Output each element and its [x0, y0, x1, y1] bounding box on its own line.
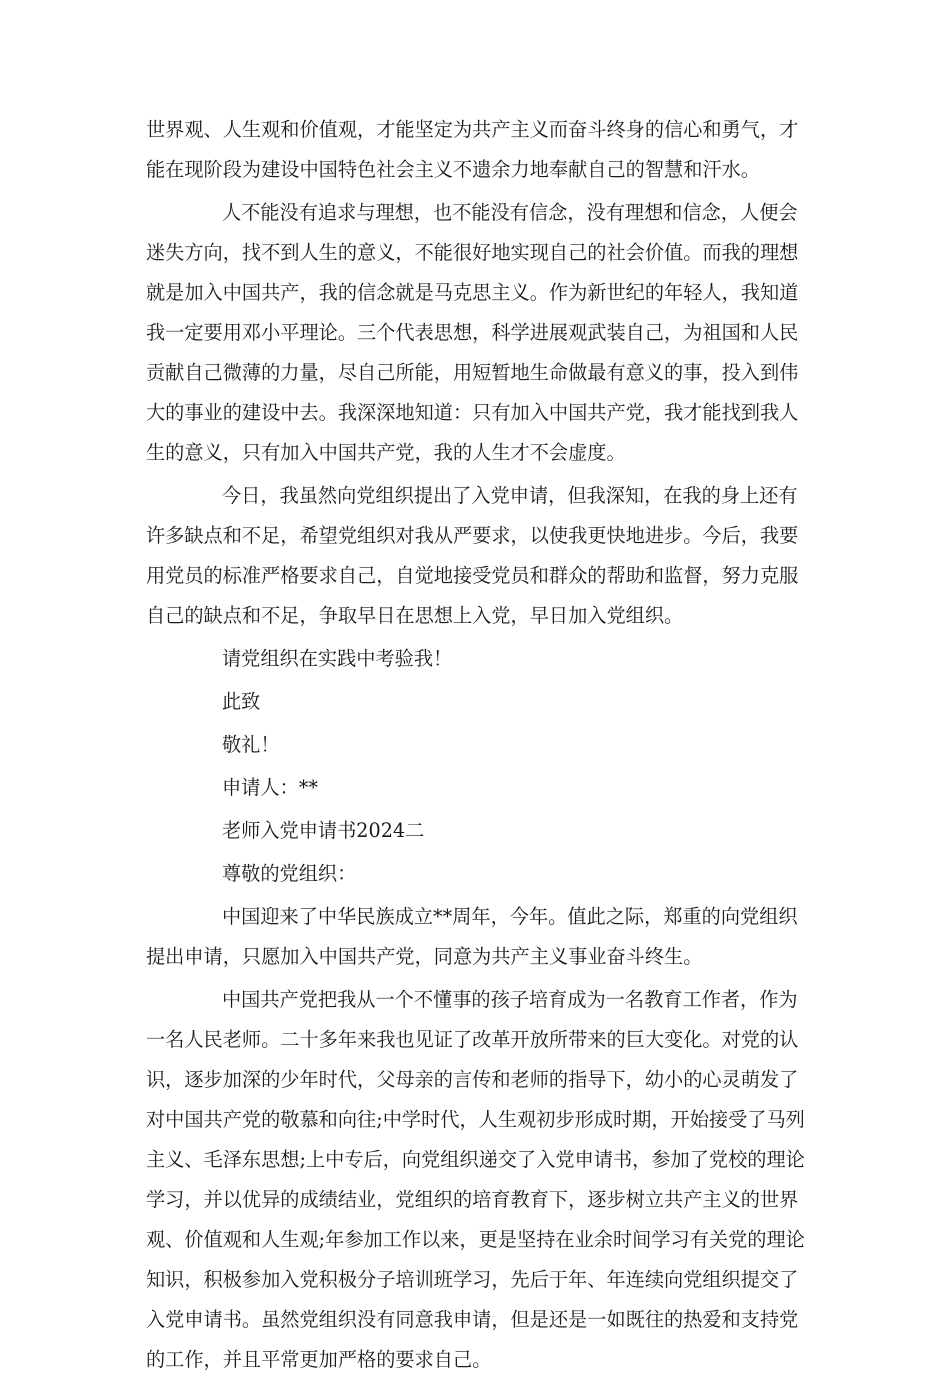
text-line: 生的意义，只有加入中国共产党，我的人生才不会虚度。 — [146, 441, 626, 464]
text-line: 用党员的标准严格要求自己，自觉地接受党员和群众的帮助和监督，努力克服 — [146, 564, 799, 587]
text-line: 此致 — [222, 690, 261, 713]
text-line: 许多缺点和不足，希望党组织对我从严要求，以使我更快地进步。今后，我要 — [146, 524, 799, 547]
applicant-signature — [146, 768, 806, 808]
text-line: 入党申请书。虽然党组织没有同意我申请，但是还是一如既往的热爱和支持党 — [146, 1308, 799, 1331]
text-line: 中国共产党把我从一个不懂事的孩子培育成为一名教育工作者，作为 — [222, 988, 798, 1011]
salutation-jingli — [146, 725, 806, 765]
text-line: 我一定要用邓小平理论。三个代表思想，科学进展观武装自己，为祖国和人民 — [146, 321, 799, 344]
paragraph-5 — [146, 980, 806, 1380]
text-line: 人不能没有追求与理想，也不能没有信念，没有理想和信念，人便会 — [222, 201, 798, 224]
text-line: 就是加入中国共产，我的信念就是马克思主义。作为新世纪的年轻人，我知道 — [146, 281, 799, 304]
text-line: 主义、毛泽东思想;上中专后，向党组织递交了入党申请书，参加了党校的理论 — [146, 1148, 805, 1171]
text-line: 请党组织在实践中考验我！ — [222, 647, 453, 670]
text-line: 对中国共产党的敬慕和向往;中学时代，人生观初步形成时期，开始接受了马列 — [146, 1108, 805, 1131]
text-line: 今日，我虽然向党组织提出了入党申请，但我深知，在我的身上还有 — [222, 484, 798, 507]
text-line: 老师入党申请书2024二 — [222, 819, 425, 842]
document-page — [146, 110, 806, 1380]
text-line: 的工作，并且平常更加严格的要求自己。 — [146, 1348, 492, 1371]
text-line: 大的事业的建设中去。我深深地知道：只有加入中国共产党，我才能找到我人 — [146, 401, 799, 424]
text-line: 贡献自己微薄的力量，尽自己所能，用短暂地生命做最有意义的事，投入到伟 — [146, 361, 799, 384]
paragraph-3 — [146, 476, 806, 636]
text-line: 世界观、人生观和价值观，才能坚定为共产主义而奋斗终身的信心和勇气，才 — [146, 118, 799, 141]
text-line: 中国迎来了中华民族成立**周年，今年。值此之际，郑重的向党组织 — [222, 905, 798, 928]
salutation-zhizhi — [146, 682, 806, 722]
text-line: 敬礼！ — [222, 733, 280, 756]
text-line: 自己的缺点和不足，争取早日在思想上入党，早日加入党组织。 — [146, 604, 684, 627]
text-line: 提出申请，只愿加入中国共产党，同意为共产主义事业奋斗终生。 — [146, 945, 703, 968]
text-line: 一名人民老师。二十多年来我也见证了改革开放所带来的巨大变化。对党的认 — [146, 1028, 799, 1051]
text-line: 学习，并以优异的成绩结业，党组织的培育教育下，逐步树立共产主义的世界 — [146, 1188, 799, 1211]
closing-request — [146, 639, 806, 679]
greeting — [146, 854, 806, 894]
text-line: 识，逐步加深的少年时代，父母亲的言传和老师的指导下，幼小的心灵萌发了 — [146, 1068, 799, 1091]
paragraph-4 — [146, 897, 806, 977]
text-line: 申请人：** — [222, 776, 318, 799]
text-line: 知识，积极参加入党积极分子培训班学习，先后于年、年连续向党组织提交了 — [146, 1268, 799, 1291]
text-line: 迷失方向，找不到人生的意义，不能很好地实现自己的社会价值。而我的理想 — [146, 241, 799, 264]
text-line: 尊敬的党组织： — [222, 862, 357, 885]
text-line: 能在现阶段为建设中国特色社会主义不遗余力地奉献自己的智慧和汗水。 — [146, 158, 760, 181]
section-title — [146, 811, 806, 851]
paragraph-1 — [146, 110, 806, 190]
paragraph-2 — [146, 193, 806, 473]
text-line: 观、价值观和人生观;年参加工作以来，更是坚持在业余时间学习有关党的理论 — [146, 1228, 805, 1251]
